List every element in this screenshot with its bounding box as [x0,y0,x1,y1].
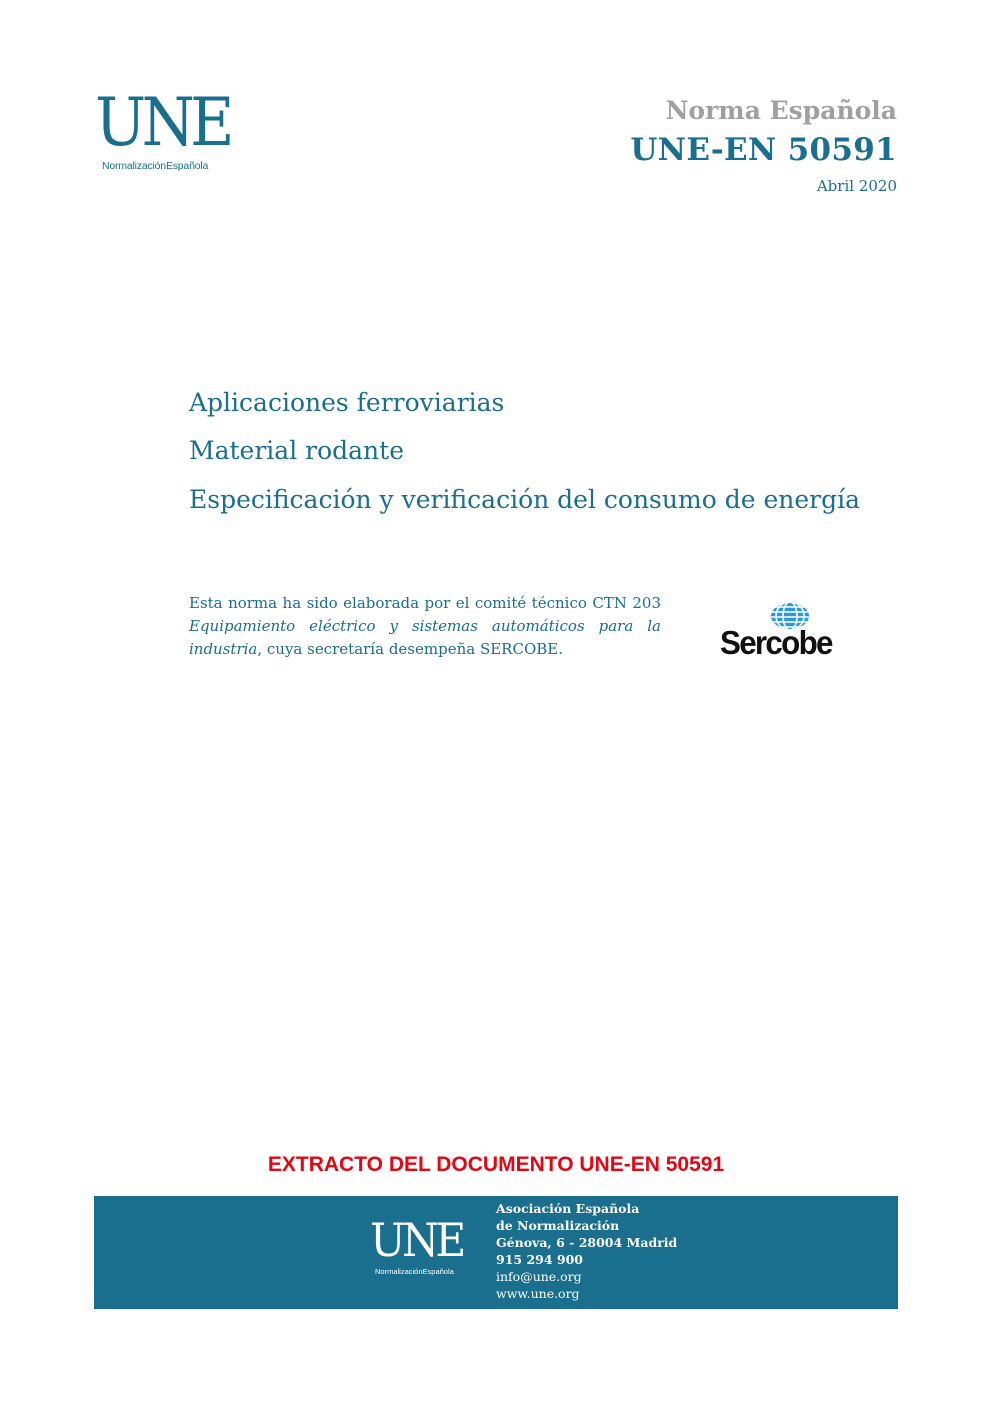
tagline-part-b: Española [165,160,209,172]
sercobe-logo [720,602,862,662]
org-phone: 915 294 900 [496,1252,583,1267]
footer-une-tagline: NormalizaciónEspañola [375,1267,454,1276]
une-logo [95,84,245,182]
org-email-link[interactable]: info@une.org [496,1269,582,1284]
une-logo-tagline [102,160,208,172]
org-name-line-1: Asociación Española [496,1201,640,1216]
standard-code: UNE-EN 50591 [630,132,897,168]
standard-type-label: Norma Española [665,96,897,125]
committee-text-after: , cuya secretaría desempeña SERCOBE. [257,640,563,658]
publication-date: Abril 2020 [816,177,897,195]
org-name-line-2: de Normalización [496,1218,620,1233]
extract-notice: EXTRACTO DEL DOCUMENTO UNE-EN 50591 [267,1153,725,1176]
contact-info [496,1200,677,1302]
org-address: Génova, 6 - 28004 Madrid [496,1235,678,1250]
tagline-part-a: Normalización [102,160,166,172]
committee-statement [189,592,661,661]
sercobe-wordmark: Sercobe [720,624,832,661]
title-line-1: Aplicaciones ferroviarias [189,388,505,417]
org-web-link[interactable]: www.une.org [496,1286,580,1301]
title-line-2: Material rodante [189,436,404,465]
committee-text-before: Esta norma ha sido elaborada por el comité técnico CTN 203 [189,594,661,612]
title-line-3: Especificación y verificación del consumo de energía [189,485,860,514]
footer-une-logo: UNE [370,1213,463,1267]
committee-name: Equipamiento eléctrico y sistemas automáticos para la industria [189,617,661,658]
footer-band [94,1196,898,1309]
une-logo-mark: UNE [95,84,230,161]
